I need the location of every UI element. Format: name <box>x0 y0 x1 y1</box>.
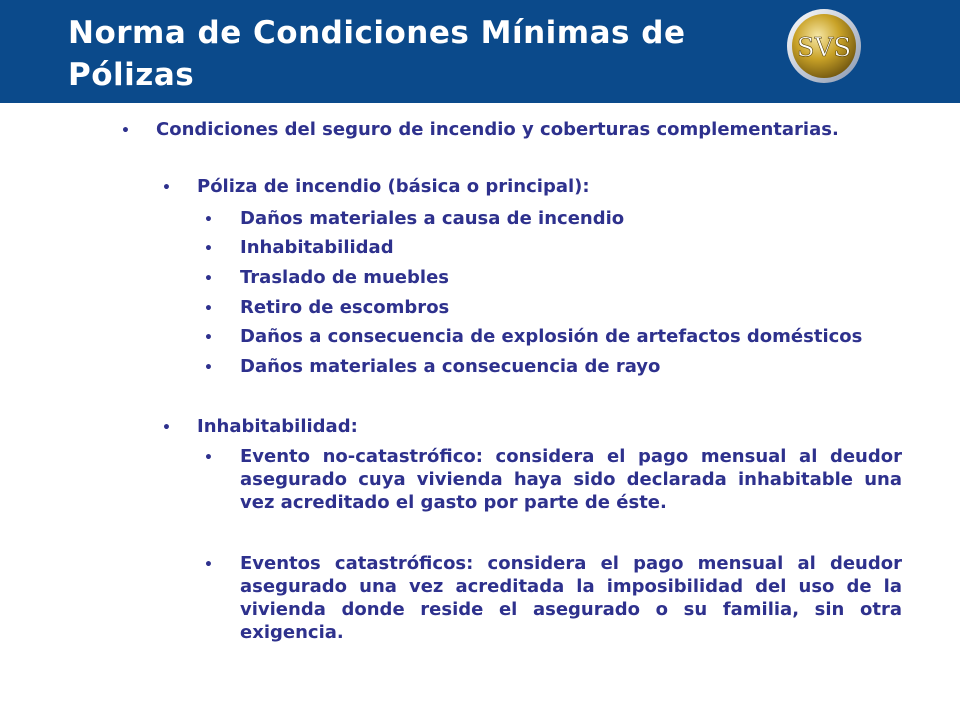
bullet-dot: • <box>204 241 213 257</box>
paragraph-item: Eventos catastróficos: considera el pago mensual al deudor asegurado una vez acreditada la imposibilidad del uso de la vivienda donde reside el asegurado o su familia, sin otra exigencia. <box>240 553 902 643</box>
slide-title: Norma de Condiciones Mínimas de Pólizas <box>68 15 686 93</box>
section-heading: Inhabitabilidad: <box>197 416 358 437</box>
bullet-dot: • <box>204 301 213 317</box>
main-bullet: Condiciones del seguro de incendio y coberturas complementarias. <box>156 119 839 140</box>
list-item: Daños materiales a causa de incendio <box>240 208 625 229</box>
list-item: Daños a consecuencia de explosión de artefactos domésticos <box>240 326 863 347</box>
svs-logo <box>784 6 864 86</box>
bullet-dot: • <box>162 420 171 436</box>
bullet-dot: • <box>204 212 213 228</box>
bullet-dot: • <box>204 450 213 466</box>
bullet-dot: • <box>204 330 213 346</box>
section-heading: Póliza de incendio (básica o principal): <box>197 176 590 197</box>
logo-text: SVS <box>796 33 852 63</box>
list-item: Inhabitabilidad <box>240 237 394 258</box>
title-bar <box>0 0 960 103</box>
bullet-dot: • <box>204 557 213 573</box>
list-item: Daños materiales a consecuencia de rayo <box>240 356 661 377</box>
bullet-dot: • <box>162 180 171 196</box>
bullet-dot: • <box>204 360 213 376</box>
list-item: Traslado de muebles <box>240 267 449 288</box>
bullet-dot: • <box>204 271 213 287</box>
list-item: Retiro de escombros <box>240 297 450 318</box>
bullet-dot: • <box>121 123 130 139</box>
paragraph-item: Evento no-catastrófico: considera el pago mensual al deudor asegurado cuya vivienda haya sido declarada inhabitable una vez acreditado el gasto por parte de éste. <box>240 446 902 513</box>
